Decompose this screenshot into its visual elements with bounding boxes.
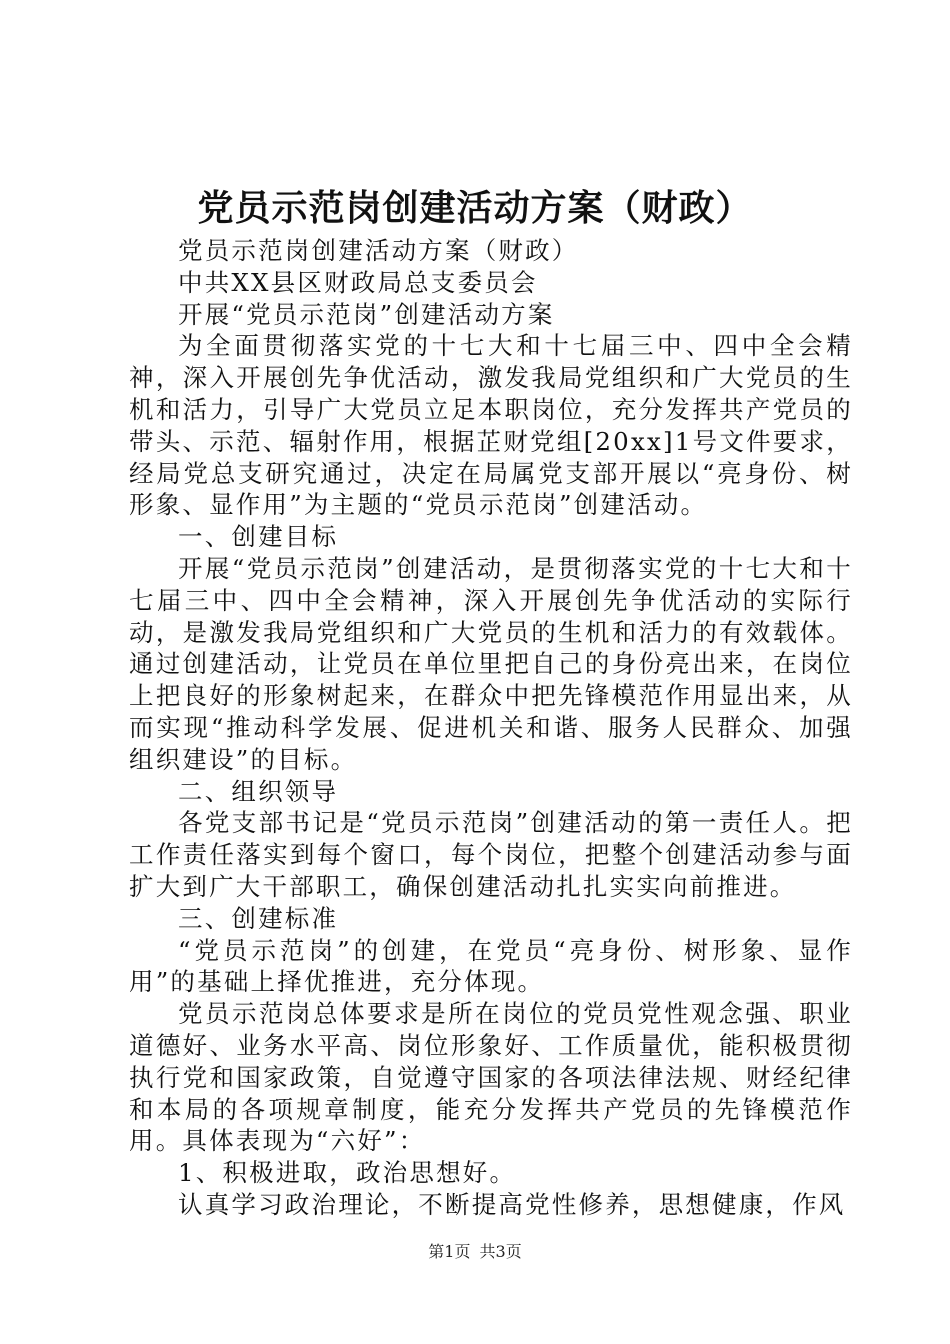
paragraph-intro: 为全面贯彻落实党的十七大和十七届三中、四中全会精神，深入开展创先争优活动，激发我局党组织和广大党员的生机和活力，引导广大党员立足本职岗位，充分发挥共产党员的带头、示范、辐射作用，根据芷财党组[20xx]1号文件要求，经局党总支研究通过，决定在局属党支部开展以“亮身份、树形象、显作用”为主题的“党员示范岗”创建活动。	[129, 331, 853, 520]
paragraph-section-1: 开展“党员示范岗”创建活动，是贯彻落实党的十七大和十七届三中、四中全会精神，深入开展创先争优活动的实际行动，是激发我局党组织和广大党员的生机和活力的有效载体。通过创建活动，让党员在单位里把自己的身份亮出来，在岗位上把良好的形象树起来，在群众中把先锋模范作用显出来，从而实现“推动科学发展、促进机关和谐、服务人民群众、加强组织建设”的目标。	[129, 553, 853, 774]
list-item-1: 1、积极进取，政治思想好。	[178, 1158, 517, 1188]
paragraph-section-2: 各党支部书记是“党员示范岗”创建活动的第一责任人。把工作责任落实到每个窗口，每个岗位，把整个创建活动参与面扩大到广大干部职工，确保创建活动扎扎实实向前推进。	[129, 808, 853, 901]
page-number: 第1页	[428, 1242, 471, 1261]
paragraph-subtitle: 党员示范岗创建活动方案（财政）	[178, 236, 579, 265]
document-body	[129, 235, 853, 1221]
document-title: 党员示范岗创建活动方案（财政）	[197, 187, 753, 229]
paragraph-section-3a: “党员示范岗”的创建，在党员“亮身份、树形象、显作用”的基础上择优推进，充分体现。	[129, 935, 853, 997]
paragraph-organization: 中共XX县区财政局总支委员会	[178, 267, 538, 297]
heading-section-3: 三、创建标准	[178, 903, 339, 933]
page-total: 共3页	[479, 1242, 522, 1261]
paragraph-item-1-detail: 认真学习政治理论，不断提高党性修养，思想健康，作风	[178, 1189, 846, 1219]
heading-section-1: 一、创建目标	[178, 522, 339, 552]
paragraph-plan-name: 开展“党员示范岗”创建活动方案	[178, 299, 555, 329]
page-footer	[0, 1240, 950, 1264]
paragraph-section-3b: 党员示范岗总体要求是所在岗位的党员党性观念强、职业道德好、业务水平高、岗位形象好、工作质量优，能积极贯彻执行党和国家政策，自觉遵守国家的各项法律法规、财经纪律和本局的各项规章制度，能充分发挥共产党员的先锋模范作用。具体表现为“六好”：	[129, 999, 853, 1156]
heading-section-2: 二、组织领导	[178, 776, 339, 806]
